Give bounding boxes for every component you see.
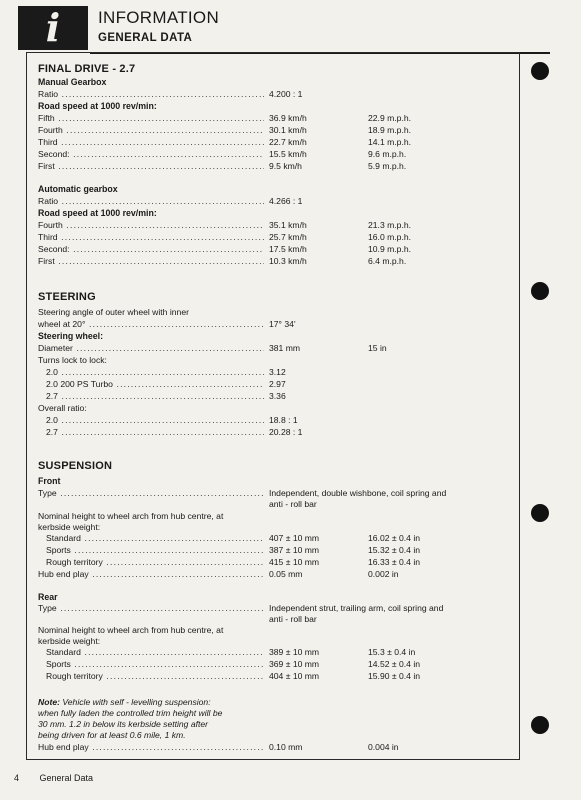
binder-hole <box>531 62 549 80</box>
text-line: Steering angle of outer wheel with inner <box>38 307 189 317</box>
text-line: Overall ratio: <box>38 403 87 413</box>
text-line: kerbside weight: <box>38 522 101 532</box>
subheading-manual-gearbox: Manual Gearbox <box>38 77 107 87</box>
subheading-front: Front <box>38 476 61 486</box>
subheading-automatic-gearbox: Automatic gearbox <box>38 184 118 194</box>
text-line: Nominal height to wheel arch from hub centre, at <box>38 625 224 635</box>
text-line: Nominal height to wheel arch from hub centre, at <box>38 511 224 521</box>
text-line: kerbside weight: <box>38 636 101 646</box>
section-title-final-drive: FINAL DRIVE - 2.7 <box>38 63 136 75</box>
header-subtitle: GENERAL DATA <box>98 32 193 44</box>
binder-hole <box>531 504 549 522</box>
footer-label: General Data <box>39 773 94 783</box>
page-footer <box>14 773 93 783</box>
section-title-suspension: SUSPENSION <box>38 460 113 472</box>
note-line: when fully laden the controlled trim height will be <box>38 708 223 718</box>
note-line: being driven for at least 0.6 mile, 1 km. <box>38 730 186 740</box>
page-number: 4 <box>14 773 20 783</box>
binder-hole <box>531 282 549 300</box>
note-line: Note: Vehicle with self - levelling suspension: <box>38 697 211 707</box>
note-line: 30 mm. 1.2 in below its kerbside setting after <box>38 719 209 729</box>
binder-hole <box>531 716 549 734</box>
subheading-steering-wheel: Steering wheel: <box>38 331 104 341</box>
text-line: Turns lock to lock: <box>38 355 107 365</box>
section-title-steering: STEERING <box>38 291 96 303</box>
subheading-road-speed: Road speed at 1000 rev/min: <box>38 208 157 218</box>
subheading-road-speed: Road speed at 1000 rev/min: <box>38 101 157 111</box>
header-title: INFORMATION <box>98 8 220 27</box>
subheading-rear: Rear <box>38 592 58 602</box>
info-logo-icon: i <box>18 6 88 50</box>
page-header <box>18 6 538 50</box>
